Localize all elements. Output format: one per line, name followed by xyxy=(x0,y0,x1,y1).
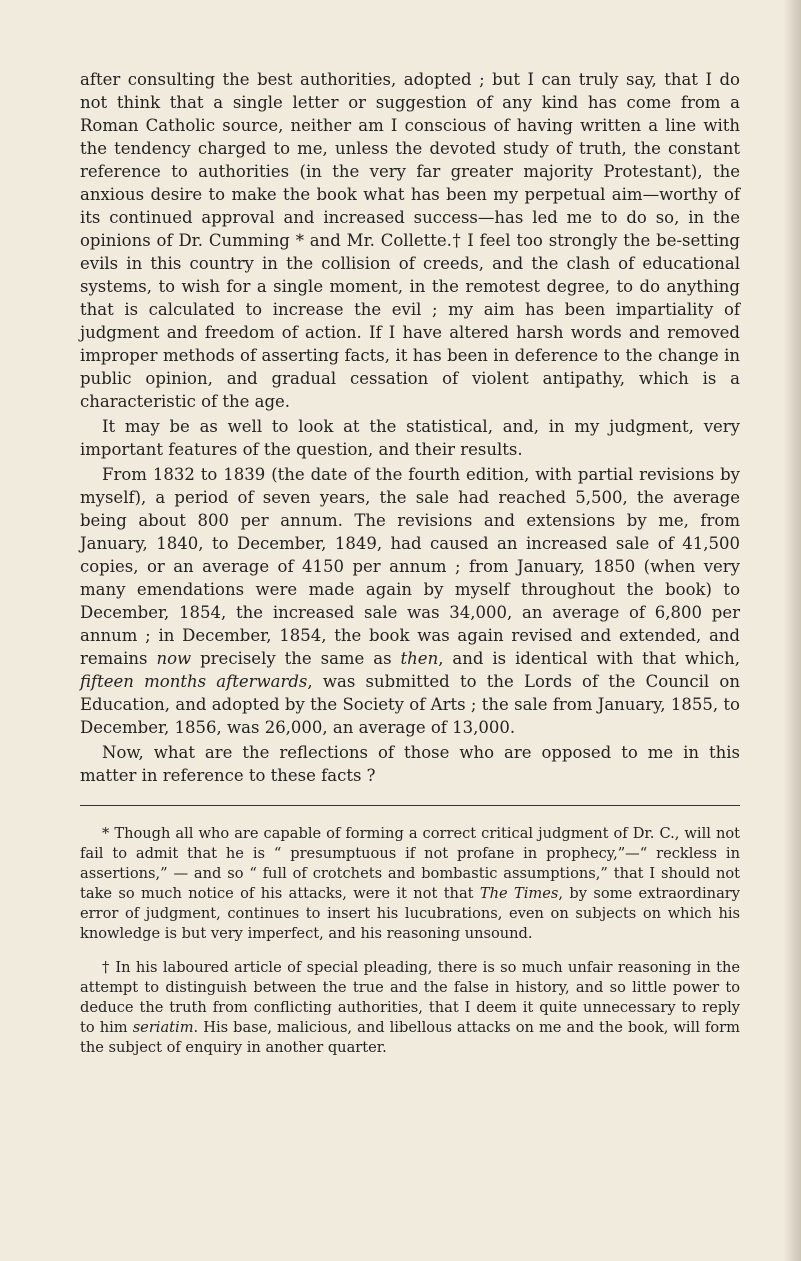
footnote-dagger: † In his laboured article of special pleading, there is so much unfair reasoning in the attempt to distinguish between the true and the false in history, and so little power to deduce the truth from conflicting authorities, that I deem it quite unnecessary to reply to him seriatim. His base, malicious, and libellous attacks on me and the book, will form the subject of enquiry in another quarter. xyxy=(80,959,740,1056)
book-page xyxy=(80,68,740,1058)
page-edge-shadow xyxy=(783,0,801,1261)
footnote-divider xyxy=(80,805,740,806)
footnote-asterisk: * Though all who are capable of forming a correct critical judgment of Dr. C., will not fail to admit that he is “ presumptuous if not profane in prophecy,”—“ reckless in assertions,” — and so “ full of crotchets and bombastic assumptions,” that I should not take so much notice of his attacks, were it not that The Times, by some extraordinary error of judgment, continues to insert his lucubrations, even on subjects on which his knowledge is but very imperfect, and his reasoning unsound. xyxy=(80,825,740,942)
footnotes xyxy=(80,824,740,1058)
paragraph-4: Now, what are the reflections of those who are opposed to me in this matter in reference to these facts ? xyxy=(80,743,740,785)
paragraph-1: after consulting the best authorities, adopted ; but I can truly say, that I do not think that a single letter or suggestion of any kind has come from a Roman Catholic source, neither am I conscious of having written a line with the tendency charged to me, unless the devoted study of truth, the constant reference to authorities (in the very far greater majority Protestant), the anxious desire to make the book what has been my perpetual aim—worthy of its continued approval and increased success—has led me to do so, in the opinions of Dr. Cumming * and Mr. Collette.† I feel too strongly the be-setting evils in this country in the collision of creeds, and the clash of educational systems, to wish for a single moment, in the remotest degree, to do anything that is calculated to increase the evil ; my aim has been impartiality of judgment and freedom of action. If I have altered harsh words and removed improper methods of asserting facts, it has been in deference to the change in public opinion, and gradual cessation of violent antipathy, which is a characteristic of the age. xyxy=(80,70,740,411)
paragraph-3: From 1832 to 1839 (the date of the fourth edition, with partial revisions by myself), a period of seven years, the sale had reached 5,500, the average being about 800 per annum. The revisions and extensions by me, from January, 1840, to December, 1849, had caused an increased sale of 41,500 copies, or an average of 4150 per annum ; from January, 1850 (when very many emendations were made again by myself throughout the book) to December, 1854, the increased sale was 34,000, an average of 6,800 per annum ; in December, 1854, the book was again revised and extended, and remains now precisely the same as then, and is identical with that which, fifteen months afterwards, was submitted to the Lords of the Council on Education, and adopted by the Society of Arts ; the sale from January, 1855, to December, 1856, was 26,000, an average of 13,000. xyxy=(80,465,740,737)
main-text xyxy=(80,68,740,787)
paragraph-2: It may be as well to look at the statistical, and, in my judgment, very important features of the question, and their results. xyxy=(80,417,740,459)
